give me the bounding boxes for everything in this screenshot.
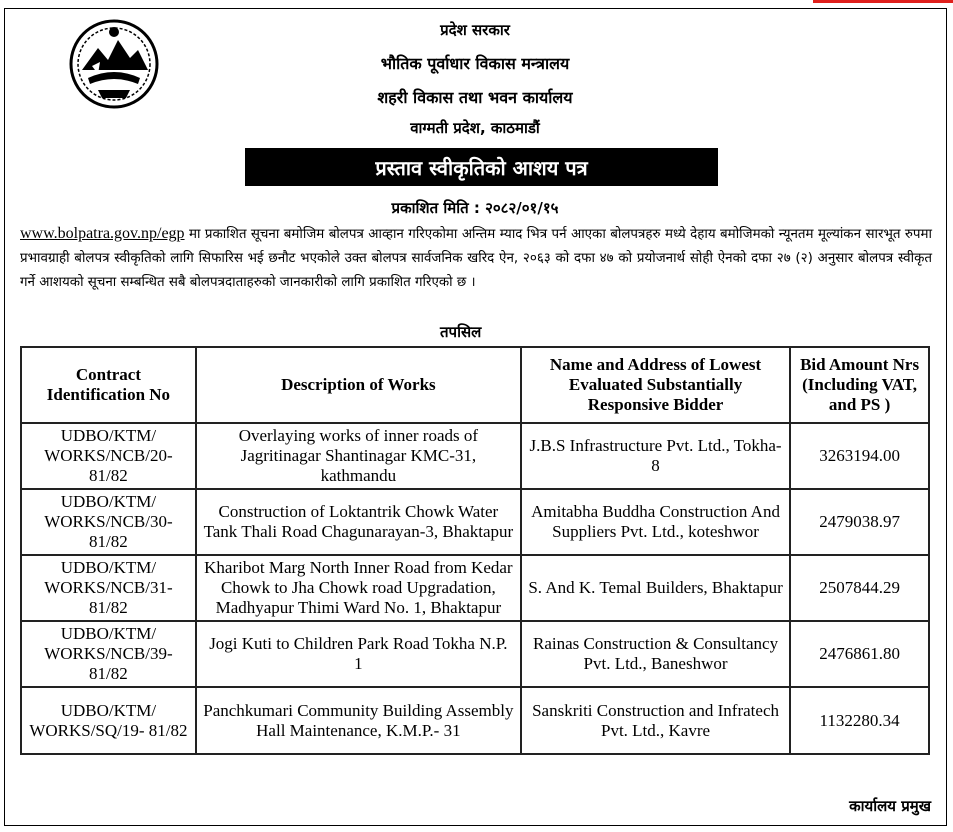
contract-id-cell: UDBO/KTM/ WORKS/SQ/19- 81/82	[21, 687, 196, 754]
amount-cell: 3263194.00	[790, 423, 929, 489]
bidder-cell: S. And K. Temal Builders, Bhaktapur	[521, 555, 790, 621]
contract-id-cell: UDBO/KTM/ WORKS/NCB/31- 81/82	[21, 555, 196, 621]
table-header-row	[21, 347, 929, 423]
bidder-cell: J.B.S Infrastructure Pvt. Ltd., Tokha-8	[521, 423, 790, 489]
description-cell: Construction of Loktantrik Chowk Water Tank Thali Road Chagunarayan-3, Bhaktapur	[196, 489, 521, 555]
table-row	[21, 621, 929, 687]
bidder-cell: Sanskriti Construction and Infratech Pvt. Ltd., Kavre	[521, 687, 790, 754]
header-government: प्रदेश सरकार	[440, 21, 510, 39]
amount-cell: 2479038.97	[790, 489, 929, 555]
notice-title-banner	[245, 148, 718, 186]
table-row	[21, 555, 929, 621]
description-cell: Kharibot Marg North Inner Road from Kedar Chowk to Jha Chowk road Upgradation, Madhyapur Thimi Ward No. 1, Bhaktapur	[196, 555, 521, 621]
bid-table	[20, 346, 930, 755]
contract-id-cell: UDBO/KTM/ WORKS/NCB/20- 81/82	[21, 423, 196, 489]
description-cell: Jogi Kuti to Children Park Road Tokha N.P. 1	[196, 621, 521, 687]
header-office: शहरी विकास तथा भवन कार्यालय	[377, 88, 573, 107]
contract-id-cell: UDBO/KTM/ WORKS/NCB/39- 81/82	[21, 621, 196, 687]
schedule-heading: तपसिल	[440, 323, 482, 341]
notice-paragraph	[20, 222, 932, 295]
contract-id-cell: UDBO/KTM/ WORKS/NCB/30- 81/82	[21, 489, 196, 555]
header-ministry: भौतिक पूर्वाधार विकास मन्त्रालय	[380, 54, 570, 73]
nepal-government-emblem-icon	[68, 18, 160, 110]
amount-cell: 2476861.80	[790, 621, 929, 687]
bidder-cell: Amitabha Buddha Construction And Suppliers Pvt. Ltd., koteshwor	[521, 489, 790, 555]
header-bidder: Name and Address of Lowest Evaluated Substantially Responsive Bidder	[521, 347, 790, 423]
top-accent-bar	[813, 0, 953, 3]
bidder-cell: Rainas Construction & Consultancy Pvt. Ltd., Baneshwor	[521, 621, 790, 687]
publish-date: प्रकाशित मिति : २०८२/०१/१५	[391, 199, 559, 217]
description-cell: Overlaying works of inner roads of Jagritinagar Shantinagar KMC-31, kathmandu	[196, 423, 521, 489]
table-row	[21, 489, 929, 555]
header-location: वाग्मती प्रदेश, काठमाडौं	[410, 119, 540, 137]
table-row	[21, 687, 929, 754]
amount-cell: 2507844.29	[790, 555, 929, 621]
header-contract-id: Contract Identification No	[21, 347, 196, 423]
notice-title: प्रस्ताव स्वीकृतिको आशय पत्र	[375, 155, 588, 180]
header-description: Description of Works	[196, 347, 521, 423]
table-row	[21, 423, 929, 489]
office-chief-signature: कार्यालय प्रमुख	[849, 797, 931, 815]
header-amount: Bid Amount Nrs (Including VAT, and PS )	[790, 347, 929, 423]
description-cell: Panchkumari Community Building Assembly Hall Maintenance, K.M.P.- 31	[196, 687, 521, 754]
notice-body: मा प्रकाशित सूचना बमोजिम बोलपत्र आव्हान गरिएकोमा अन्तिम म्याद भित्र पर्न आएका बोलपत्रहरु मध्ये देहाय बमोजिमको न्यूनतम मूल्यांकन सारभूत रुपमा प्रभावग्राही बोलपत्र स्वीकृतिको लागि सिफारिस भई छनौट भएकोले उक्त बोलपत्र सार्वजनिक खरिद ऐन, २०६३ को दफा ४७ को प्रयोजनार्थ सोही ऐनको दफा २७ (२) अनुसार बोलपत्र स्वीकृत गर्ने आशयको सूचना सम्बन्धित सबै बोलपत्रदाताहरुको जानकारीको लागि प्रकाशित गरिएको छ ।	[20, 227, 932, 290]
bolpatra-link[interactable]: www.bolpatra.gov.np/egp	[20, 225, 185, 242]
amount-cell: 1132280.34	[790, 687, 929, 754]
